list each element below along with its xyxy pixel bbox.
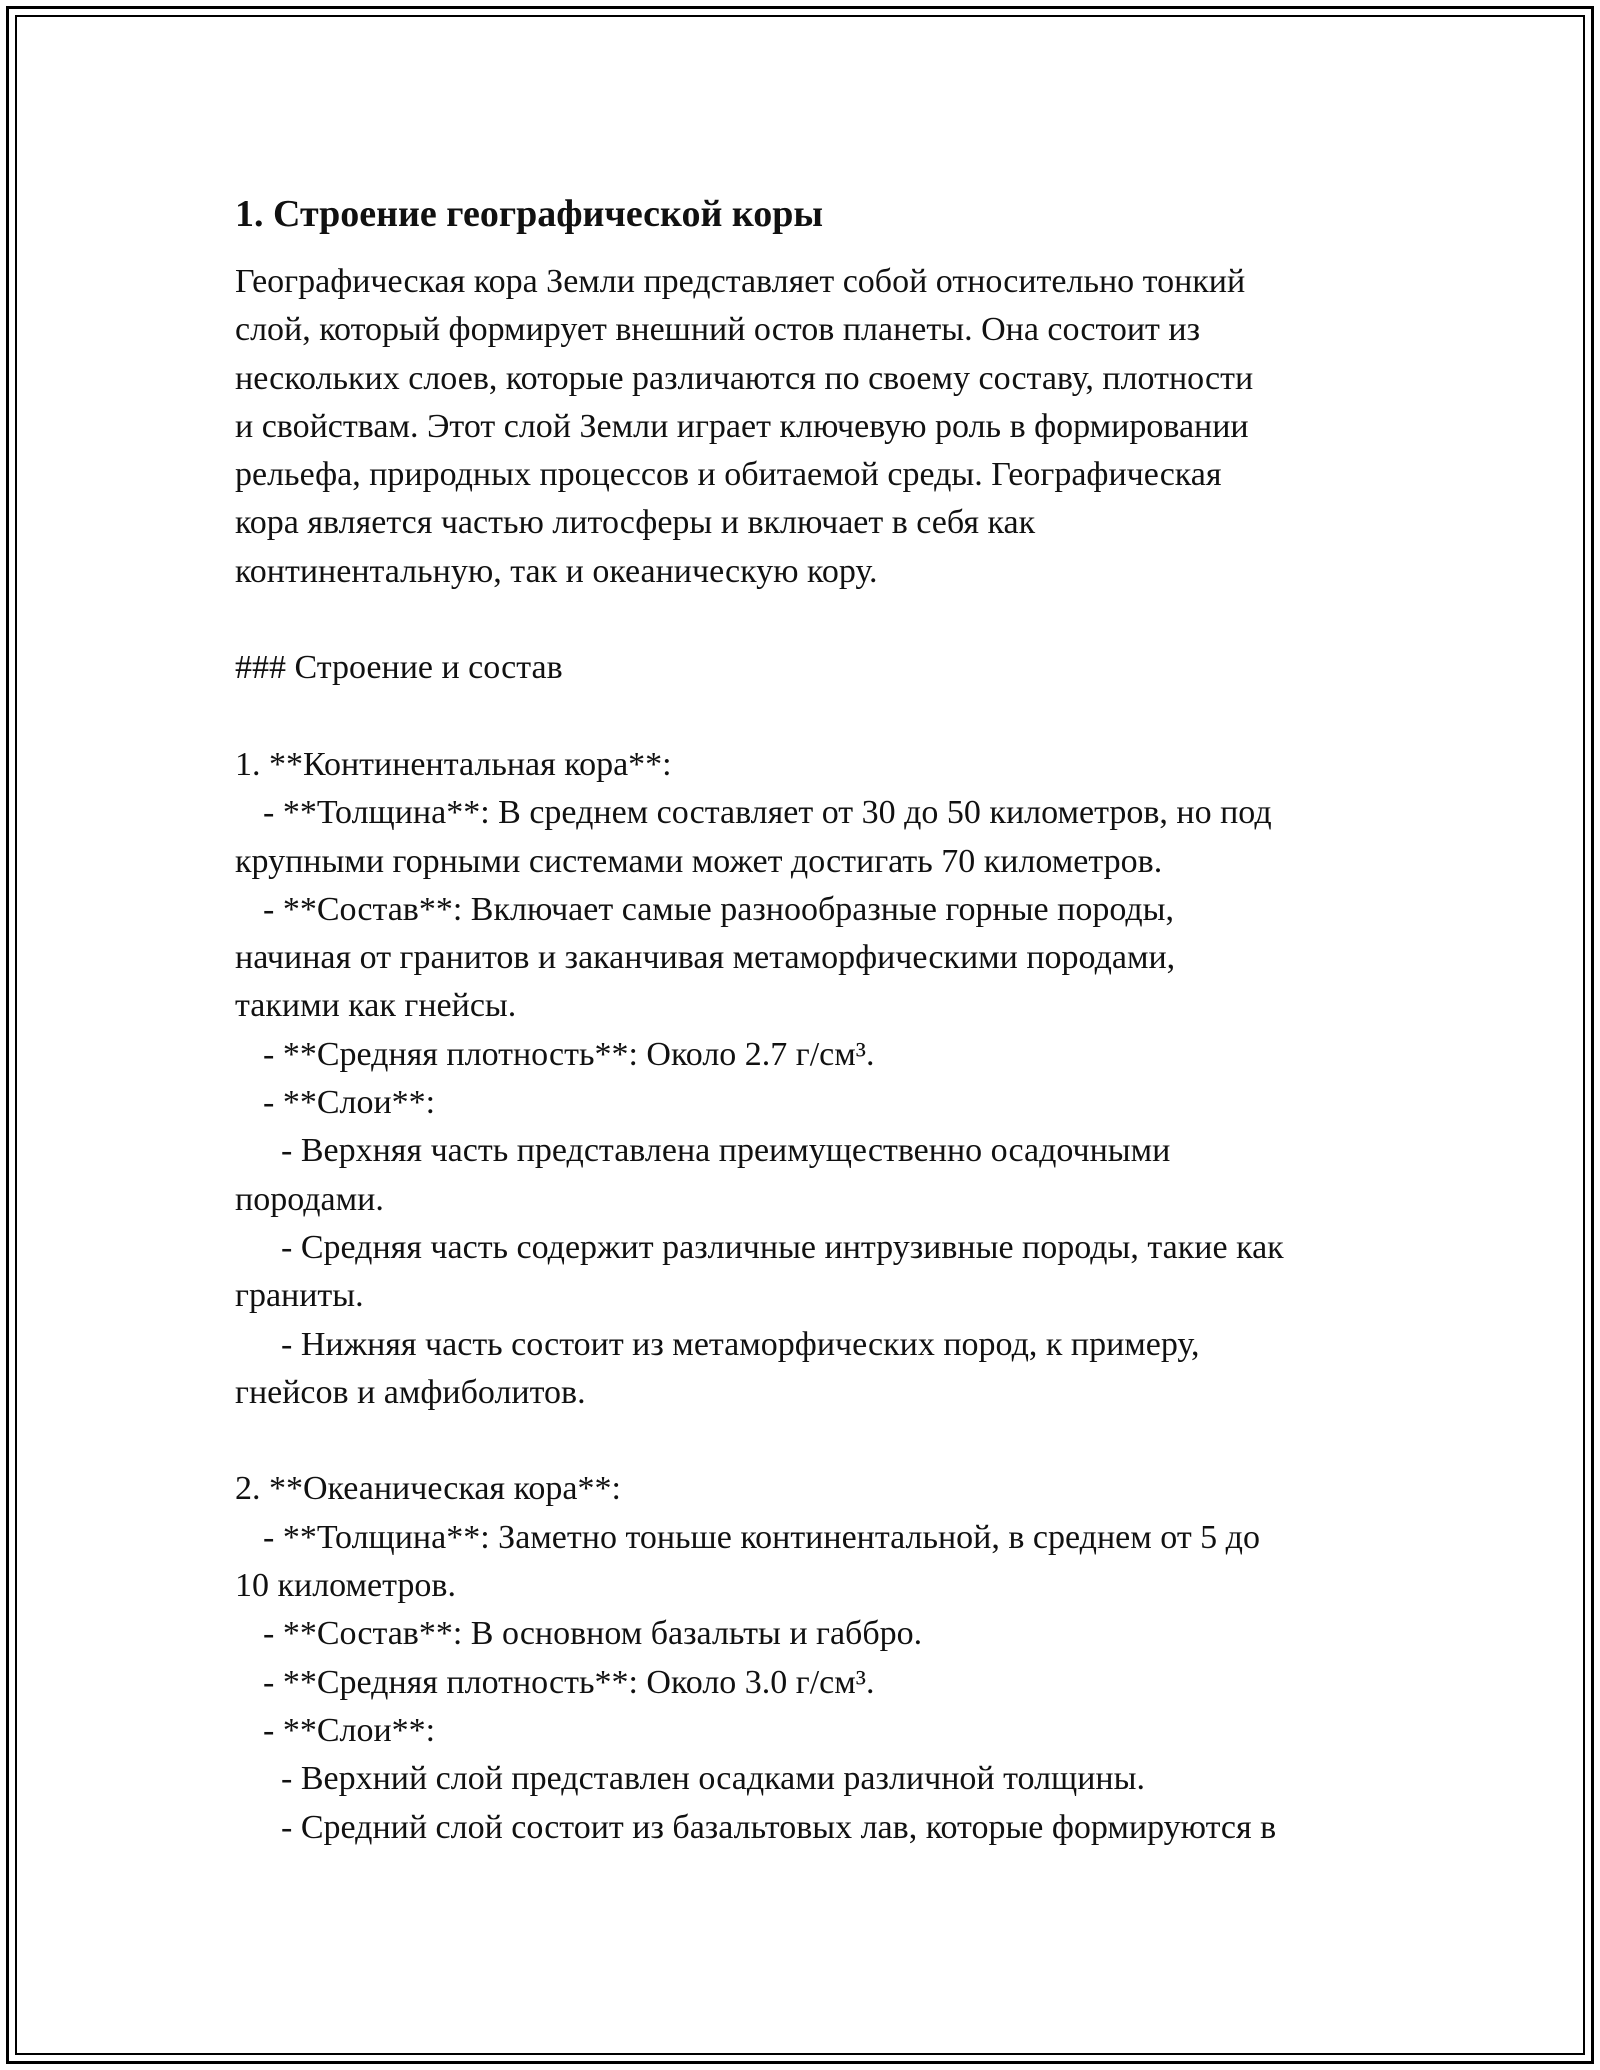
list-item: 2. **Океаническая кора**: xyxy=(235,1470,621,1508)
paragraph-line: рельефа, природных процессов и обитаемой среды. Географическая xyxy=(235,456,1222,494)
blank-line xyxy=(235,693,1395,741)
list-item: - **Толщина**: В среднем составляет от 30 до 50 километров, но под xyxy=(263,794,1272,832)
paragraph-line: и свойствам. Этот слой Земли играет ключевую роль в формировании xyxy=(235,407,1249,445)
paragraph-line: кора является частью литосферы и включает в себя как xyxy=(235,504,1036,542)
list-item-continuation: породами. xyxy=(235,1180,384,1218)
list-item: - **Средняя плотность**: Около 3.0 г/см³. xyxy=(263,1663,875,1701)
list-item: - **Слои**: xyxy=(263,1084,436,1122)
list-item: - Верхняя часть представлена преимущественно осадочными xyxy=(281,1132,1171,1170)
list-item: - Верхний слой представлен осадками различной толщины. xyxy=(281,1760,1145,1798)
list-item: - **Толщина**: Заметно тоньше континентальной, в среднем от 5 до xyxy=(263,1518,1260,1556)
document-body xyxy=(235,186,1395,1852)
paragraph-line: нескольких слоев, которые различаются по своему составу, плотности xyxy=(235,359,1254,397)
list-item: - Нижняя часть состоит из метаморфических пород, к примеру, xyxy=(281,1325,1200,1363)
paragraph-line: Географическая кора Земли представляет собой относительно тонкий xyxy=(235,263,1246,300)
paragraph-line: континентальную, так и океаническую кору. xyxy=(235,552,878,590)
list-item: - Средний слой состоит из базальтовых лав, которые формируются в xyxy=(281,1808,1277,1846)
list-item-continuation: начиная от гранитов и заканчивая метаморфическими породами, xyxy=(235,939,1176,977)
list-item-continuation: 10 километров. xyxy=(235,1567,456,1605)
list-item: - Средняя часть содержит различные интрузивные породы, такие как xyxy=(281,1228,1284,1266)
list-item-continuation: такими как гнейсы. xyxy=(235,987,517,1025)
page-title: 1. Строение географической коры xyxy=(235,193,824,235)
paragraph-line: слой, который формирует внешний остов планеты. Она состоит из xyxy=(235,311,1201,349)
list-item-continuation: гнейсов и амфиболитов. xyxy=(235,1373,586,1411)
blank-line xyxy=(235,596,1395,644)
list-item: - **Состав**: Включает самые разнообразные горные породы, xyxy=(263,890,1175,928)
list-item: - **Средняя плотность**: Около 2.7 г/см³. xyxy=(263,1035,875,1073)
section-heading: ### Строение и состав xyxy=(235,649,563,687)
list-item: - **Слои**: xyxy=(263,1711,436,1749)
blank-line xyxy=(235,1417,1395,1465)
list-item-continuation: граниты. xyxy=(235,1277,364,1315)
list-item-continuation: крупными горными системами может достигать 70 километров. xyxy=(235,842,1163,880)
list-item: 1. **Континентальная кора**: xyxy=(235,745,672,783)
list-item: - **Состав**: В основном базальты и габбро. xyxy=(263,1615,923,1653)
